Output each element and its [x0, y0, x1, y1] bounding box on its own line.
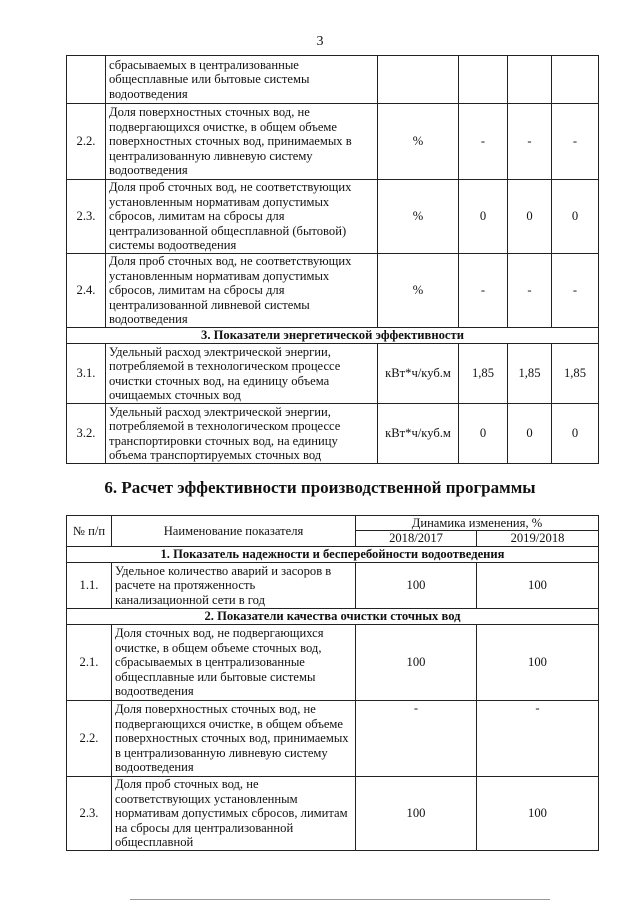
value-cell: 100 [477, 776, 599, 850]
table-row [67, 344, 599, 404]
indicator-name: Доля поверхностных сточных вод, не подвергающихся очистке, в общем объеме поверхностных сточных вод, принимаемых в централизованную ливневую систему водоотведения [106, 104, 378, 180]
value-cell: 0 [508, 404, 552, 464]
value-cell: - [552, 254, 599, 328]
indicator-name: сбрасываемых в централизованные общесплавные или бытовые системы водоотведения [106, 56, 378, 104]
table-row [67, 254, 599, 328]
value-cell: 100 [356, 624, 477, 700]
section-title: 3. Показатели энергетической эффективности [67, 328, 599, 344]
header-dynamics: Динамика изменения, % [356, 516, 599, 531]
value-cell: 100 [356, 776, 477, 850]
row-number: 1.1. [67, 562, 112, 608]
section-row [67, 608, 599, 624]
value-cell [508, 56, 552, 104]
header-year: 2019/2018 [477, 531, 599, 546]
header-year: 2018/2017 [356, 531, 477, 546]
section-heading: 6. Расчет эффективности производственной программы [104, 478, 536, 497]
table-row [67, 404, 599, 464]
indicator-name: Удельный расход электрической энергии, потребляемой в технологическом процессе транспортировки сточных вод, на единицу объема транспортируемых сточных вод [106, 404, 378, 464]
value-cell: - [459, 254, 508, 328]
header-name: Наименование показателя [112, 516, 356, 547]
indicator-name: Доля поверхностных сточных вод, не подвергающихся очистке, в общем объеме поверхностных сточных вод, принимаемых в централизованную ливневую систему водоотведения [112, 700, 356, 776]
unit-cell: % [378, 104, 459, 180]
table-row [67, 776, 599, 850]
row-number: 2.3. [67, 776, 112, 850]
value-cell: 1,85 [552, 344, 599, 404]
section-title: 2. Показатели качества очистки сточных вод [67, 608, 599, 624]
unit-cell [378, 56, 459, 104]
value-cell: 1,85 [508, 344, 552, 404]
indicator-name: Доля проб сточных вод, не соответствующих установленным нормативам допустимых сбросов, лимитам на сбросы для централизованной общесплавной [112, 776, 356, 850]
table-row [67, 56, 599, 104]
value-cell: - [508, 104, 552, 180]
value-cell: 1,85 [459, 344, 508, 404]
row-number: 2.2. [67, 104, 106, 180]
indicators-table [66, 55, 599, 464]
indicator-name: Доля проб сточных вод, не соответствующих установленным нормативам допустимых сбросов, лимитам на сбросы для централизованной ливневой системы водоотведения [106, 254, 378, 328]
indicator-name: Удельный расход электрической энергии, потребляемой в технологическом процессе очистки сточных вод, на единицу объема очищаемых сточных вод [106, 344, 378, 404]
table-row [67, 562, 599, 608]
row-number [67, 56, 106, 104]
value-cell: - [356, 700, 477, 776]
row-number: 3.1. [67, 344, 106, 404]
value-cell: 0 [459, 180, 508, 254]
table-row [67, 180, 599, 254]
table-row [67, 624, 599, 700]
unit-cell: кВт*ч/куб.м [378, 344, 459, 404]
value-cell: 0 [459, 404, 508, 464]
value-cell: 0 [552, 180, 599, 254]
value-cell: - [508, 254, 552, 328]
value-cell: 100 [356, 562, 477, 608]
table-row [67, 104, 599, 180]
page-number: 3 [316, 34, 324, 49]
value-cell: - [459, 104, 508, 180]
header-number: № п/п [67, 516, 112, 547]
row-number: 2.3. [67, 180, 106, 254]
section-title: 1. Показатель надежности и бесперебойности водоотведения [67, 546, 599, 562]
table-row [67, 700, 599, 776]
indicator-name: Удельное количество аварий и засоров в расчете на протяженность канализационной сети в год [112, 562, 356, 608]
efficiency-table [66, 515, 599, 851]
row-number: 2.2. [67, 700, 112, 776]
indicator-name: Доля проб сточных вод, не соответствующих установленным нормативам допустимых сбросов, лимитам на сбросы для централизованной общесплавной (бытовой) системы водоотведения [106, 180, 378, 254]
row-number: 3.2. [67, 404, 106, 464]
section-row [67, 546, 599, 562]
value-cell [552, 56, 599, 104]
value-cell: 0 [552, 404, 599, 464]
unit-cell: кВт*ч/куб.м [378, 404, 459, 464]
unit-cell: % [378, 180, 459, 254]
value-cell: 100 [477, 562, 599, 608]
row-number: 2.1. [67, 624, 112, 700]
unit-cell: % [378, 254, 459, 328]
table-header-row [67, 516, 599, 531]
row-number: 2.4. [67, 254, 106, 328]
page-bottom-line [130, 899, 550, 900]
value-cell [459, 56, 508, 104]
value-cell: 100 [477, 624, 599, 700]
indicator-name: Доля сточных вод, не подвергающихся очистке, в общем объеме сточных вод, сбрасываемых в централизованные общесплавные или бытовые системы водоотведения [112, 624, 356, 700]
section-row [67, 328, 599, 344]
value-cell: - [552, 104, 599, 180]
value-cell: - [477, 700, 599, 776]
value-cell: 0 [508, 180, 552, 254]
